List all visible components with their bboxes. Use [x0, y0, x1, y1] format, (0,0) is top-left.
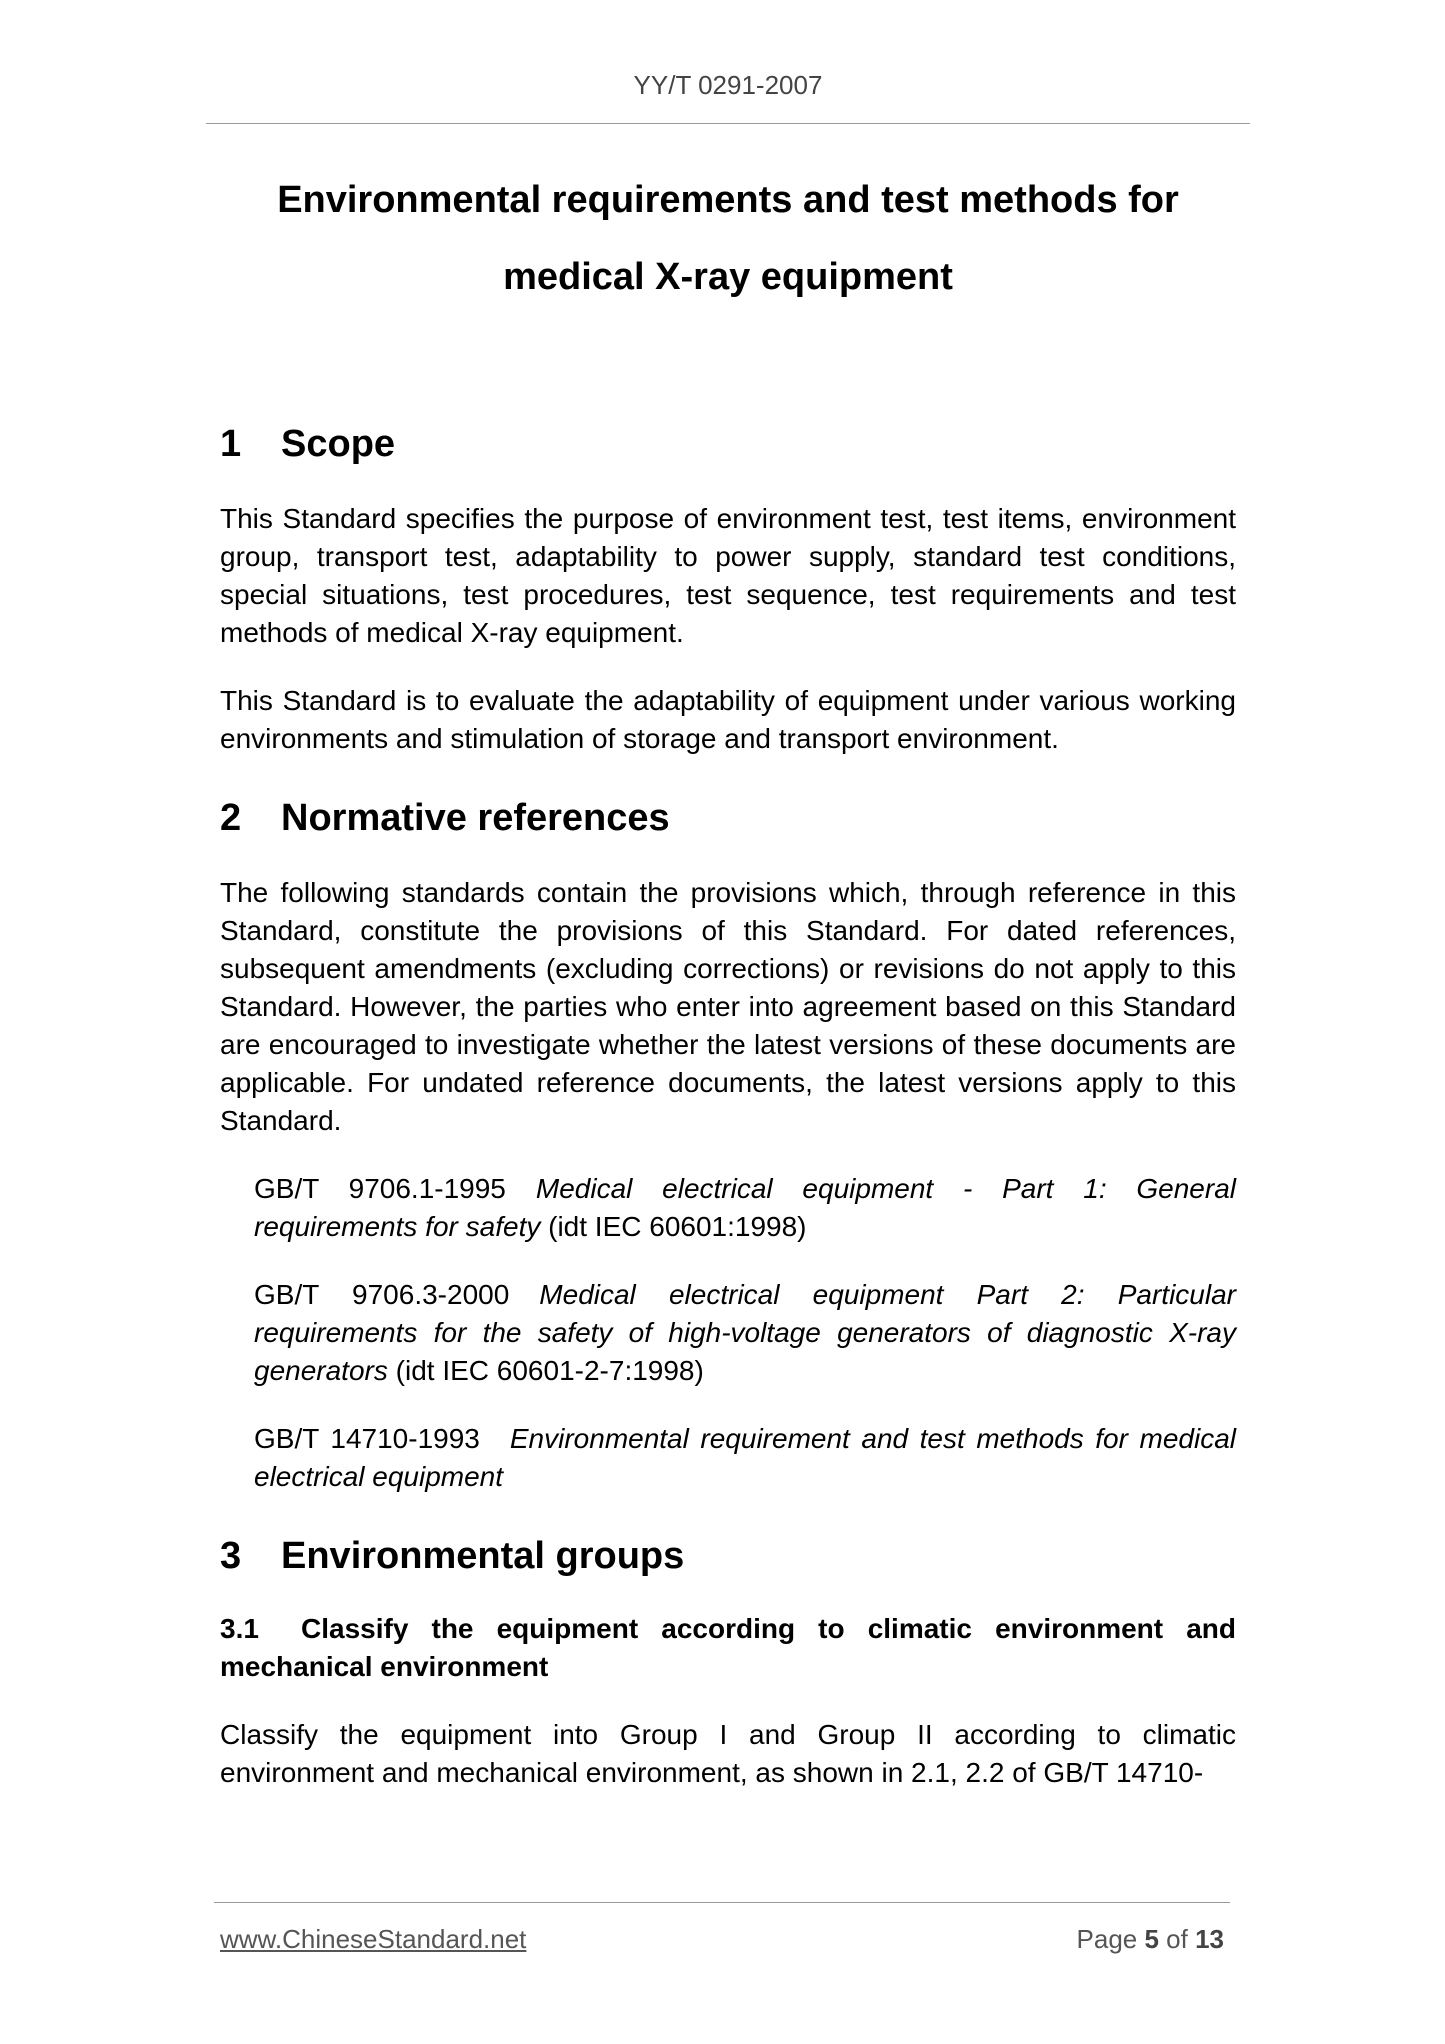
scope-paragraph-1: This Standard specifies the purpose of environment test, test items, environment group, transport test, adaptability to power supply, standard test conditions, special situations, test procedures, test sequence, test requirements and test methods of medical X-ray equipment.	[220, 503, 1236, 648]
page-current: 5	[1144, 1924, 1159, 1954]
document-body	[220, 420, 1236, 1792]
page-label: Page	[1076, 1924, 1145, 1954]
normative-intro-paragraph: The following standards contain the provisions which, through reference in this Standard, constitute the provisions of this Standard. For dated references, subsequent amendments (excluding corrections) or revisions do not apply to this Standard. However, the parties who enter into agreement based on this Standard are encouraged to investigate whether the latest versions of these documents are applicable. For undated reference documents, the latest versions apply to this Standard.	[220, 877, 1236, 1136]
reference-entry	[254, 1276, 1236, 1390]
reference-code: GB/T 9706.1-1995	[254, 1173, 506, 1204]
section-number: 1	[220, 423, 242, 465]
section-number: 3	[220, 1535, 242, 1577]
scope-paragraph-2: This Standard is to evaluate the adaptability of equipment under various working environments and stimulation of storage and transport environment.	[220, 685, 1236, 754]
reference-note: (idt IEC 60601-2-7:1998)	[387, 1355, 704, 1386]
document-title-line-1: Environmental requirements and test methods for	[277, 179, 1179, 221]
reference-entry	[254, 1420, 1236, 1496]
section-number: 2	[220, 797, 242, 839]
section-title: Environmental groups	[281, 1535, 685, 1577]
section-heading-normative-references	[220, 794, 1236, 842]
document-title-line-2: medical X-ray equipment	[503, 256, 953, 298]
document-title	[206, 162, 1250, 316]
section-heading-scope	[220, 420, 1236, 468]
subsection-title: Classify the equipment according to climatic environment and mechanical environment	[220, 1613, 1236, 1682]
header-divider	[206, 123, 1250, 124]
page-total: 13	[1195, 1924, 1224, 1954]
reference-entry	[254, 1170, 1236, 1246]
reference-code: GB/T 9706.3-2000	[254, 1279, 510, 1310]
groups-paragraph: Classify the equipment into Group I and Group II according to climatic environment and mechanical environment, as shown in 2.1, 2.2 of GB/T 14710-	[220, 1719, 1236, 1788]
reference-title: Environmental requirement and test methods for medical electrical equipment	[254, 1423, 1236, 1492]
footer-page-indicator	[1077, 1924, 1224, 1955]
page-header-standard-code: YY/T 0291-2007	[633, 70, 823, 100]
reference-title: Medical electrical equipment - Part 1: General requirements for safety	[254, 1173, 1236, 1242]
page-of: of	[1158, 1924, 1196, 1954]
subsection-number: 3.1	[220, 1613, 259, 1644]
section-title: Scope	[281, 423, 396, 465]
reference-title: Medical electrical equipment Part 2: Particular requirements for the safety of high-voltage generators of diagnostic X-ray generators	[254, 1279, 1236, 1386]
reference-note: (idt IEC 60601:1998)	[540, 1211, 807, 1242]
footer-divider	[214, 1902, 1230, 1903]
subsection-heading-3-1	[220, 1610, 1236, 1686]
section-heading-environmental-groups	[220, 1532, 1236, 1580]
section-title: Normative references	[281, 797, 670, 839]
footer-website-link[interactable]: www.ChineseStandard.net	[220, 1924, 527, 1954]
reference-code: GB/T 14710-1993	[254, 1423, 480, 1454]
